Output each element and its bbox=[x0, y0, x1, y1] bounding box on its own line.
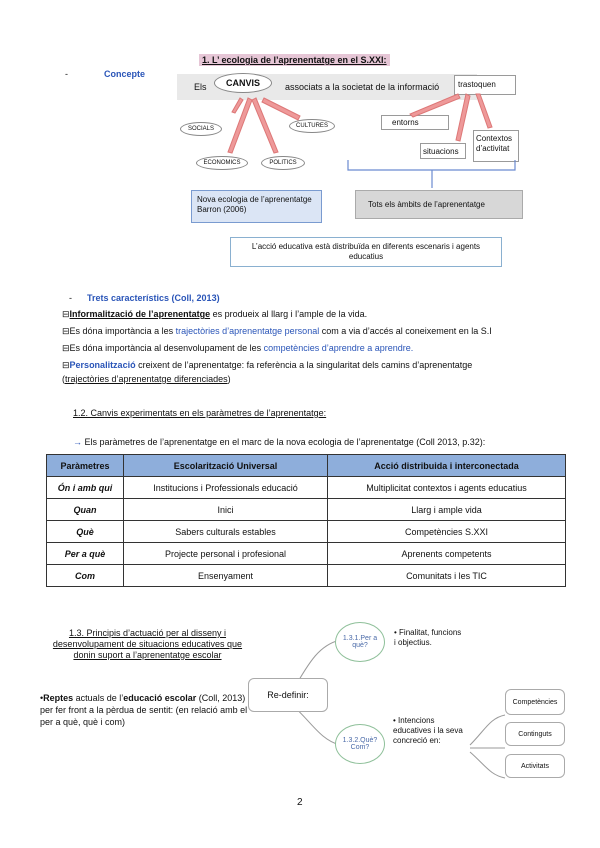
section12-intro bbox=[73, 436, 485, 448]
table-cell: Competències S.XXI bbox=[328, 521, 566, 543]
mindmap-c1: 1.3.1.Per a què? bbox=[335, 622, 385, 662]
diagram-tots-ambits: Tots els àmbits de l’aprenentatge bbox=[355, 190, 523, 219]
diagram-accio: L’acció educativa està distribuïda en diferents escenaris i agents educatius bbox=[230, 237, 502, 267]
mindmap-c2: 1.3.2.Què? Com? bbox=[335, 724, 385, 764]
table-cell: Ón i amb qui bbox=[47, 477, 124, 499]
section13-title: 1.3. Principis d’actuació per al disseny i desenvolupament de situacions educatives que donin suport a l’aprenentatge escolar bbox=[52, 628, 243, 660]
diagram-politics: POLITICS bbox=[261, 156, 305, 170]
mindmap-leaf-continguts: Continguts bbox=[505, 722, 565, 746]
table-cell: Inici bbox=[124, 499, 328, 521]
bullet-4-rest: creixent de l’aprenentatge: fa referència a la singularitat dels camins d’aprenentatge bbox=[135, 360, 473, 370]
diagram-socials: SOCIALS bbox=[180, 122, 222, 136]
table-header-row bbox=[47, 455, 566, 477]
diagram-contextos: Contextos d’activitat bbox=[473, 130, 519, 162]
table-cell: Projecte personal i profesional bbox=[124, 543, 328, 565]
table-cell: Com bbox=[47, 565, 124, 587]
mindmap-leaf-competencies: Competències bbox=[505, 689, 565, 715]
arrow-contextos bbox=[476, 94, 492, 128]
bullet-4-term: Personalització bbox=[69, 360, 136, 370]
mindmap-c2-text bbox=[393, 716, 473, 746]
table-cell: Què bbox=[47, 521, 124, 543]
table-cell: Per a què bbox=[47, 543, 124, 565]
bullet-3-pre: Es dóna importància al desenvolupament de les bbox=[69, 343, 264, 353]
table-cell: Llarg i ample vida bbox=[328, 499, 566, 521]
table-row bbox=[47, 543, 566, 565]
bullet-1-rest: es produeix al llarg i l’ample de la vida. bbox=[210, 309, 368, 319]
page-number: 2 bbox=[297, 797, 303, 808]
section12-intro-text: Els paràmetres de l’aprenentatge en el marc de la nova ecologia de l’aprenentatge (Coll 2013, p.32): bbox=[84, 437, 486, 447]
table-header: Acció distribuida i interconectada bbox=[328, 455, 566, 477]
diagram-connectors bbox=[170, 60, 540, 210]
bullet-2-rest: com a via d’accés al coneixement en la S.I bbox=[319, 326, 492, 336]
diagram-associats: associats a la societat de la informació bbox=[285, 82, 440, 92]
reptes-term2: educació escolar bbox=[123, 693, 197, 703]
table-header: Escolarització Universal bbox=[124, 455, 328, 477]
concepte-label: Concepte bbox=[104, 69, 146, 79]
table-row bbox=[47, 565, 566, 587]
bullet-2 bbox=[62, 325, 492, 337]
reptes-mid: actuals de l’ bbox=[73, 693, 124, 703]
bullet-4-icon: ⊟ bbox=[62, 360, 70, 370]
mindmap-c1-text-value: Finalitat, funcions i objectius. bbox=[394, 628, 462, 647]
section-title: 1. L’ ecologia de l’aprenentatge en el S.XXI: bbox=[199, 54, 390, 66]
diagram-economics: ECONOMICS bbox=[196, 156, 248, 170]
diagram-nova-ecologia: Nova ecologia de l’aprenentatge Barron (2006) bbox=[191, 190, 322, 223]
bullet-4 bbox=[62, 359, 472, 371]
table-cell: Multiplicitat contextos i agents educatius bbox=[328, 477, 566, 499]
arrow-entorns bbox=[410, 94, 460, 117]
section13-reptes bbox=[40, 692, 255, 728]
bracket-ambits bbox=[348, 160, 515, 170]
connector-leaf3 bbox=[470, 752, 505, 778]
table-cell: Aprenents competents bbox=[328, 543, 566, 565]
mindmap-redefinir: Re-definir: bbox=[248, 678, 328, 712]
arrow-economics bbox=[228, 98, 252, 153]
diagram-situacions: situacions bbox=[420, 143, 466, 159]
table-row bbox=[47, 521, 566, 543]
table-cell: Ensenyament bbox=[124, 565, 328, 587]
bullet-3 bbox=[62, 342, 413, 354]
bullet-2-term: trajectòries d’aprenentatge personal bbox=[175, 326, 320, 336]
bullet-3-icon: ⊟ bbox=[62, 343, 70, 353]
mindmap-c1-text bbox=[394, 628, 464, 648]
table-cell: Comunitats i les TIC bbox=[328, 565, 566, 587]
bullet-1-icon: ⊟ bbox=[62, 309, 70, 319]
bullet-2-icon: ⊟ bbox=[62, 326, 70, 336]
connector-leaf1 bbox=[470, 715, 505, 745]
bullet-2-pre: Es dóna importància a les bbox=[69, 326, 176, 336]
arrow-cultures bbox=[262, 98, 300, 120]
arrow-socials bbox=[232, 98, 243, 113]
trets-title: Trets característics (Coll, 2013) bbox=[87, 293, 220, 303]
diagram-trastoquen: trastoquen bbox=[454, 75, 516, 95]
mindmap-leaf-activitats: Activitats bbox=[505, 754, 565, 778]
bullet-dot-icon: • bbox=[393, 716, 396, 725]
section12-title: 1.2. Canvis experimentats en els paràmetres de l’aprenentatge: bbox=[73, 408, 327, 418]
bullet-dot-icon: • bbox=[394, 628, 397, 637]
bullet-1 bbox=[62, 308, 367, 320]
bullet-1-term: Informalització de l’aprenentatge bbox=[69, 309, 211, 319]
table-cell: Sabers culturals estables bbox=[124, 521, 328, 543]
reptes-rest: (Coll, 2013) per fer front a la pèrdua de sentit: (en relació amb el per a què, què i com) bbox=[40, 693, 248, 727]
mindmap-c2-text-value: Intencions educatives i la seva concreció en: bbox=[393, 716, 463, 745]
diagram-entorns: entorns bbox=[381, 115, 449, 130]
reptes-term: Reptes bbox=[43, 693, 74, 703]
bullet-3-term: competències d’aprendre a aprendre. bbox=[263, 343, 414, 353]
diagram-els: Els bbox=[194, 82, 207, 92]
trets-dash: - bbox=[69, 293, 72, 303]
bullet-4-open: ( bbox=[62, 374, 65, 384]
bullet-4-close: ) bbox=[227, 374, 231, 384]
arrow-right-icon: → bbox=[73, 437, 82, 447]
table-row bbox=[47, 477, 566, 499]
table-cell: Quan bbox=[47, 499, 124, 521]
concepte-dash: - bbox=[65, 69, 68, 79]
parameters-table bbox=[46, 454, 566, 587]
bullet-4-line2-term: trajectòries d’aprenentatge diferenciades bbox=[65, 374, 228, 384]
arrow-situacions bbox=[456, 94, 470, 141]
table-cell: Institucions i Professionals educació bbox=[124, 477, 328, 499]
bullet-dot-icon: • bbox=[40, 693, 44, 703]
diagram-cultures: CULTURES bbox=[289, 119, 335, 133]
table-header: Paràmetres bbox=[47, 455, 124, 477]
diagram-canvis: CANVIS bbox=[214, 73, 272, 93]
table-row bbox=[47, 499, 566, 521]
bullet-4-line2 bbox=[62, 373, 231, 385]
